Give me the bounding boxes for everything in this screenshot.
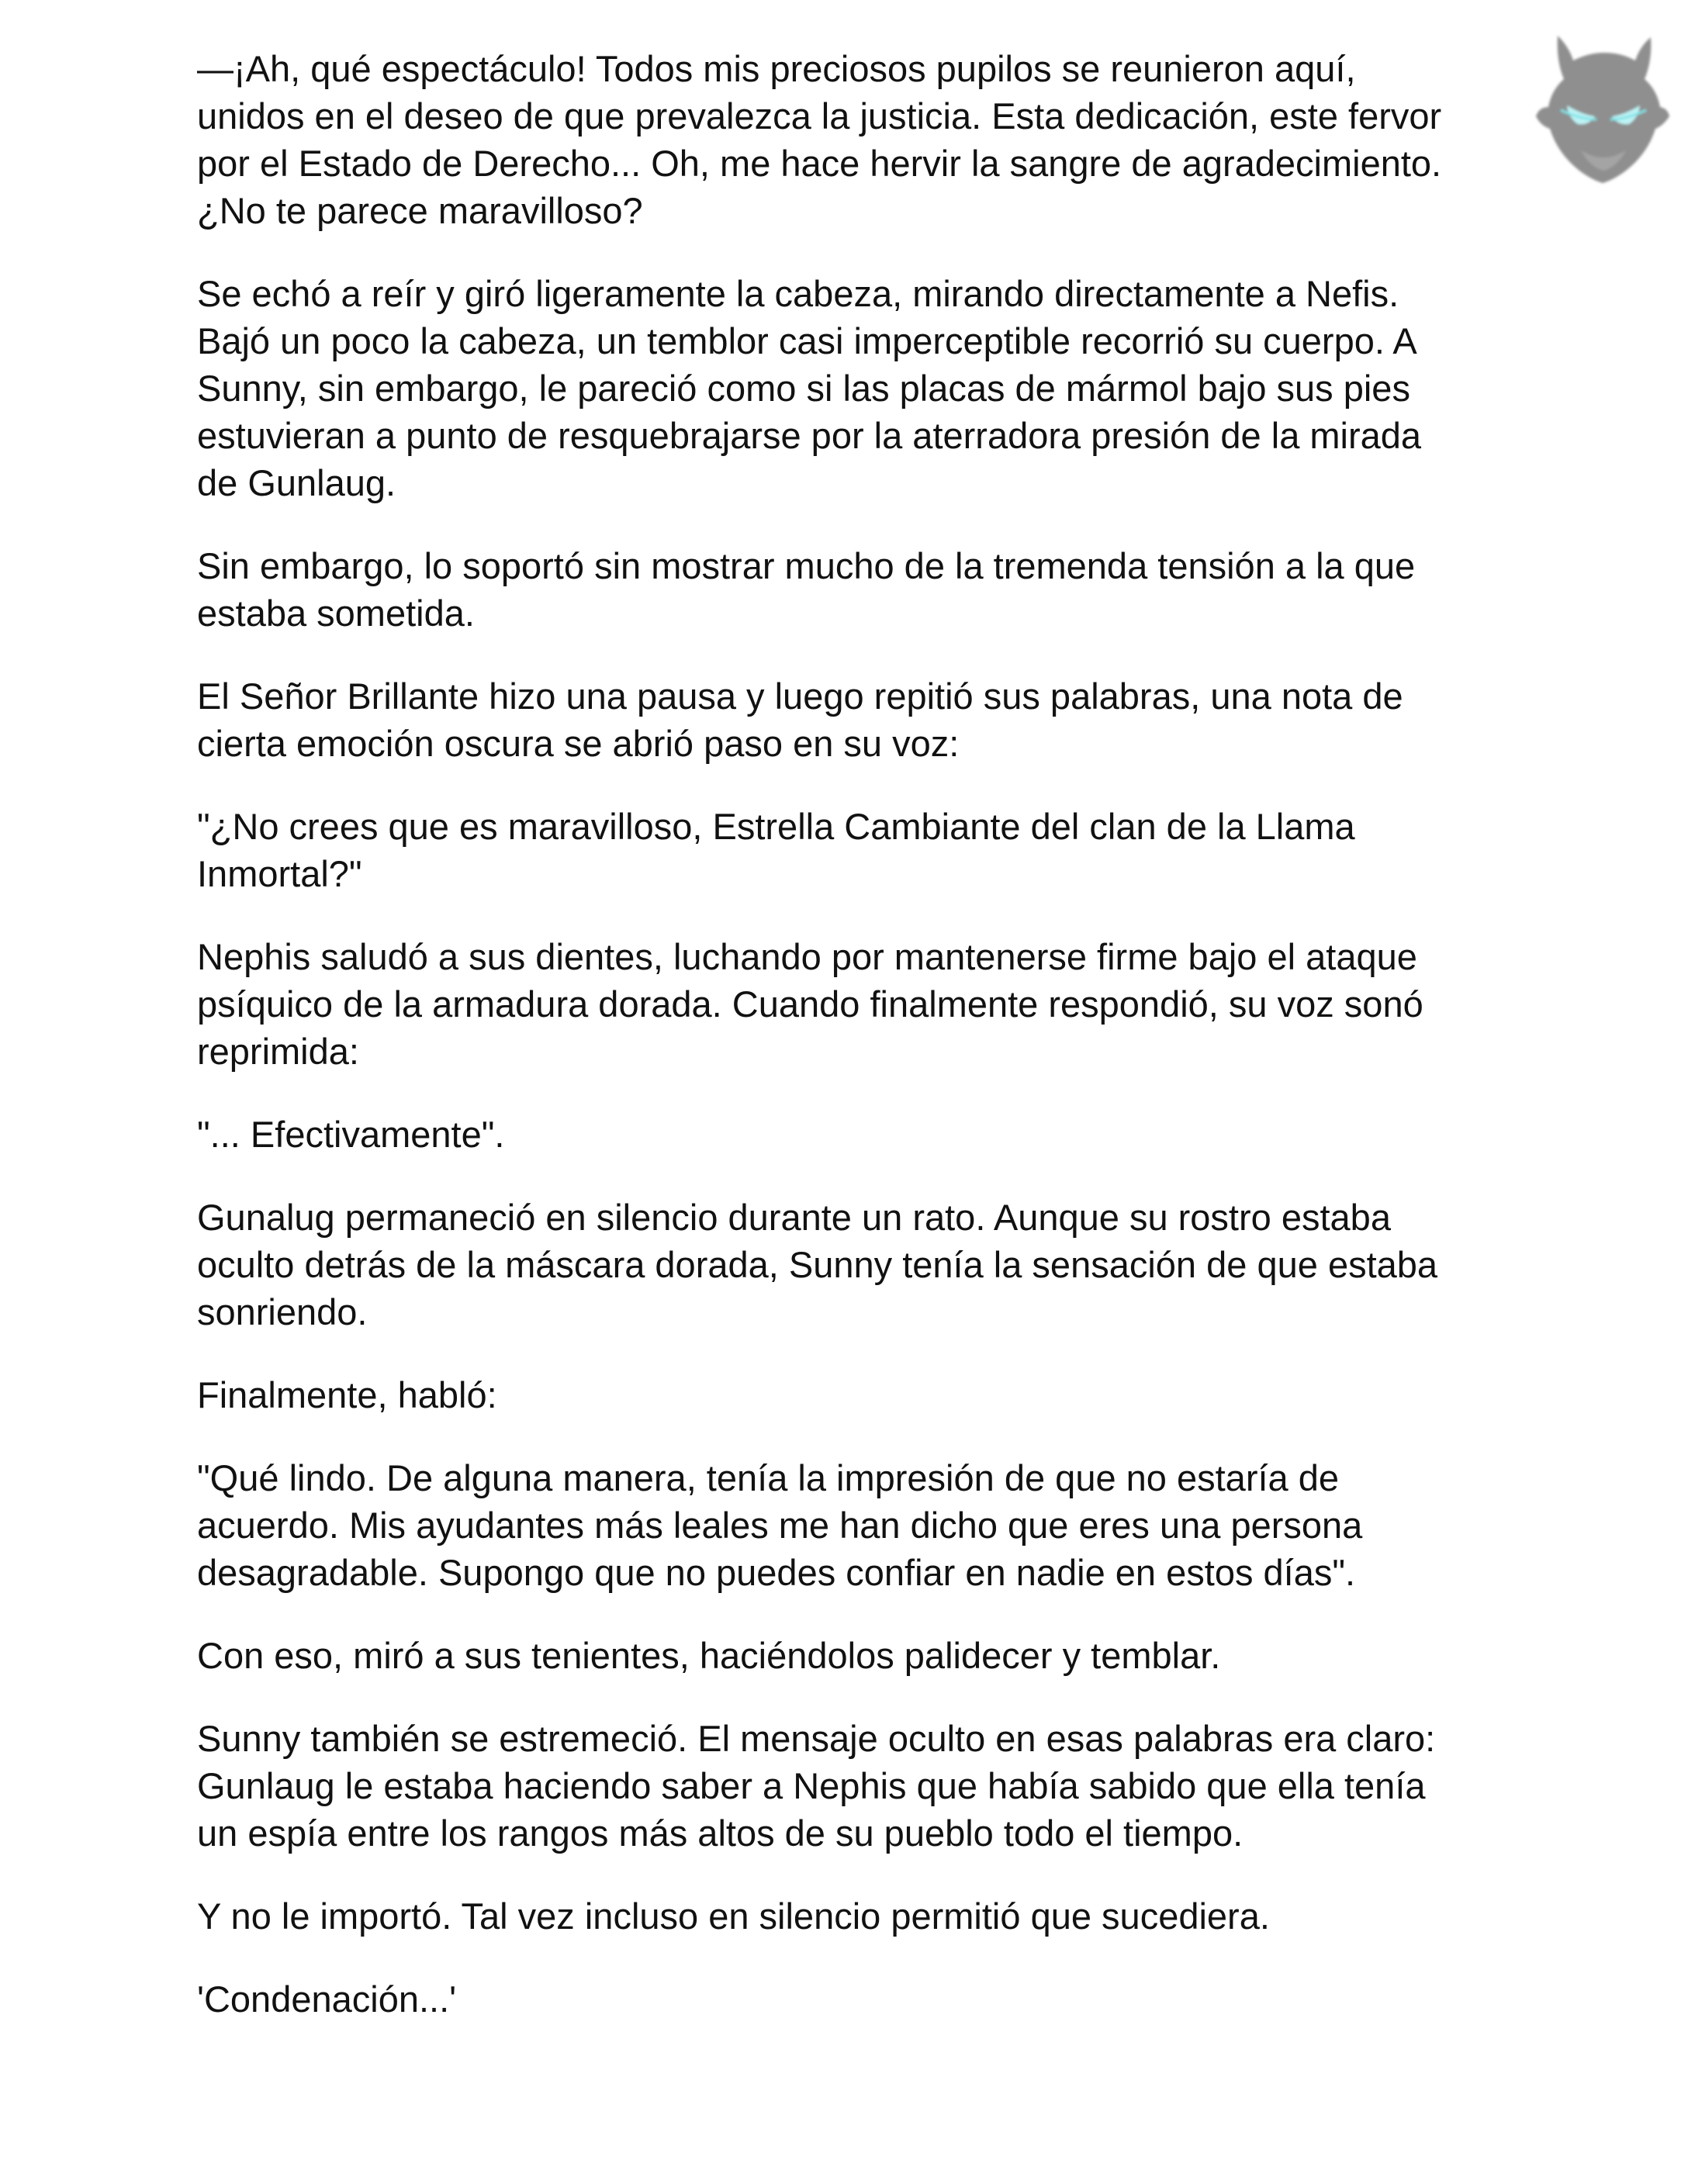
- paragraph: Con eso, miró a sus tenientes, haciéndolos palidecer y temblar.: [197, 1635, 1221, 1676]
- paragraph: "¿No crees que es maravilloso, Estrella Cambiante del clan de la Llama Inmortal?": [197, 806, 1355, 894]
- paragraph: 'Condenación...': [197, 1978, 457, 2020]
- horned-demon-head-icon: [1527, 12, 1674, 191]
- paragraph: Finalmente, habló:: [197, 1374, 497, 1415]
- paragraph: Gunalug permaneció en silencio durante un rato. Aunque su rostro estaba oculto detrás de la máscara dorada, Sunny tenía la sensación de que estaba sonriendo.: [197, 1197, 1438, 1332]
- paragraph: Y no le importó. Tal vez incluso en silencio permitió que sucediera.: [197, 1895, 1270, 1937]
- chapter-text: [197, 45, 1500, 2058]
- paragraph: Sunny también se estremeció. El mensaje oculto en esas palabras era claro: Gunlaug le estaba haciendo saber a Nephis que había sabido que ella tenía un espía entre los rangos más altos de su pueblo todo el tiempo.: [197, 1718, 1436, 1854]
- paragraph: El Señor Brillante hizo una pausa y luego repitió sus palabras, una nota de cierta emoción oscura se abrió paso en su voz:: [197, 676, 1403, 764]
- paragraph: Nephis saludó a sus dientes, luchando por mantenerse firme bajo el ataque psíquico de la armadura dorada. Cuando finalmente respondió, su voz sonó reprimida:: [197, 936, 1423, 1072]
- paragraph: Sin embargo, lo soportó sin mostrar mucho de la tremenda tensión a la que estaba sometida.: [197, 545, 1416, 634]
- paragraph: "Qué lindo. De alguna manera, tenía la impresión de que no estaría de acuerdo. Mis ayudantes más leales me han dicho que eres una persona desagradable. Supongo que no puedes confiar en nadie en estos días".: [197, 1457, 1363, 1593]
- paragraph: Se echó a reír y giró ligeramente la cabeza, mirando directamente a Nefis. Bajó un poco la cabeza, un temblor casi imperceptible recorrió su cuerpo. A Sunny, sin embargo, le pareció como si las placas de mármol bajo sus pies estuvieran a punto de resquebrajarse por la aterradora presión de la mirada de Gunlaug.: [197, 273, 1422, 503]
- paragraph: "... Efectivamente".: [197, 1114, 505, 1155]
- paragraph: —¡Ah, qué espectáculo! Todos mis preciosos pupilos se reunieron aquí, unidos en el deseo de que prevalezca la justicia. Esta dedicación, este fervor por el Estado de Derecho... Oh, me hace hervir la sangre de agradecimiento. ¿No te parece maravilloso?: [197, 48, 1442, 231]
